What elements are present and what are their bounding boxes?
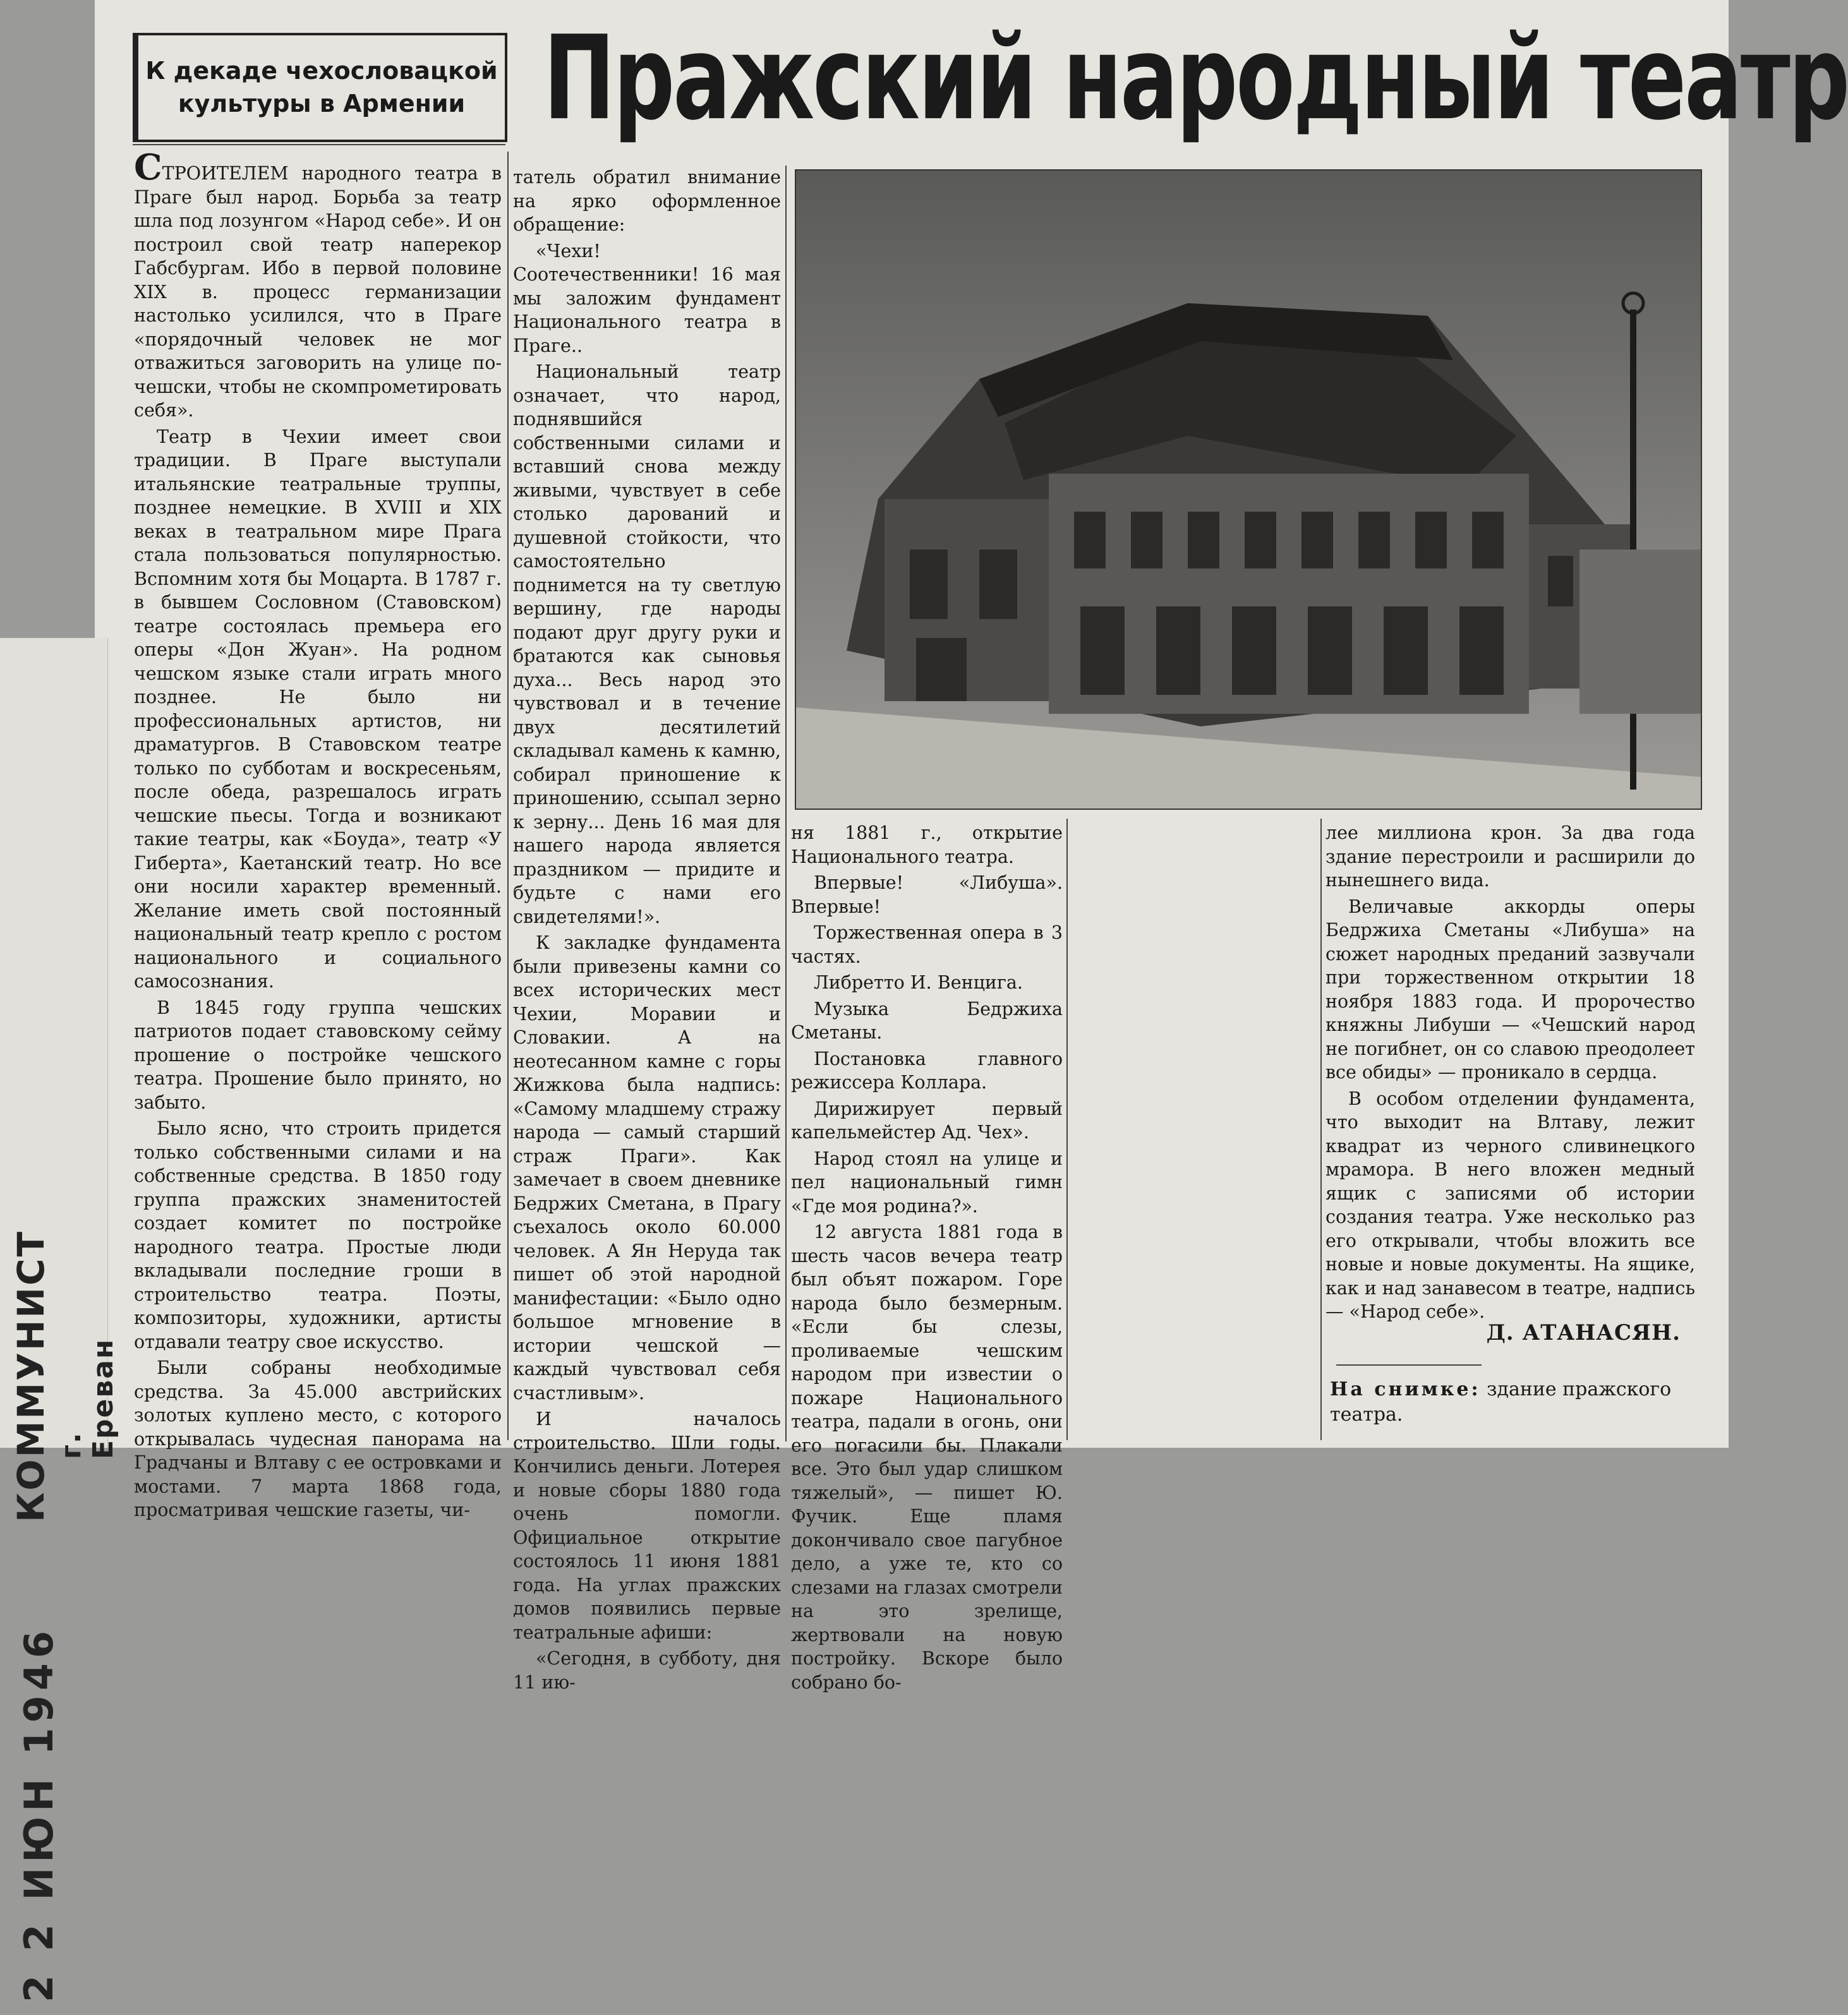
paragraph: Были собраны необходимые средства. За 45.000 австрийских золотых куплено место, с которого открывалась чудесная панорама на Градчаны и Влтаву с ее островками и мостами. 7 марта 1868 года, просматривая чешские газеты, чи-	[134, 1357, 502, 1520]
paragraph: лее миллиона крон. За два года здание перестроили и расширили до нынешнего вида.	[1326, 822, 1695, 891]
archive-stub	[0, 638, 119, 2002]
column-rule-1	[507, 152, 509, 1440]
rubric-box	[133, 33, 507, 142]
paragraph: татель обратил внимание на ярко оформленное обращение:	[513, 167, 781, 235]
paragraph: «Чехи! Соотечественники! 16 мая мы заложим фундамент Национального театра в Праге..	[513, 240, 781, 356]
paragraph: Либретто И. Венцига.	[814, 972, 1023, 993]
paragraph: В 1845 году группа чешских патриотов подает ставовскому сейму прошение о постройке чешского театра. Прошение было принято, но забыто.	[134, 997, 502, 1113]
stub-label	[9, 1229, 119, 2015]
theatre-building-illustration	[796, 171, 1701, 809]
stub-city: г. Ереван	[55, 1338, 119, 1459]
article-column-3	[791, 821, 1063, 1693]
paragraph: 12 августа 1881 года в шесть часов вечера театр был объят пожаром. Горе народа было безмерным. «Если бы слезы, проливаемые чешским народом при известии о пожаре Национального театра, падали в огонь, они его погасили бы. Плакали все. Это был удар слишком тяжелый», — пишет Ю. Фучик. Еще пламя докончивало свое пагубное дело, а уже те, кто со слезами на глазах смотрели на это зрелище, жертвовали на новую постройку. Вскоре было собрано бо-	[791, 1222, 1063, 1693]
paragraph: В особом отделении фундамента, что выходит на Влтаву, лежит квадрат из черного сливинецкого мрамора. В него вложен медный ящик с записями об истории создания театра. Уже несколько раз его открывали, чтобы вложить все новые и новые документы. На ящике, как и над занавесом в театре, надпись — «Народ себе».	[1326, 1088, 1695, 1322]
rubric-line-1: К декаде чехословацкой	[145, 57, 498, 85]
theatre-photo	[795, 169, 1702, 810]
paragraph: Национальный театр означает, что народ, поднявшийся собственными силами и вставший снова между живыми, чувствует в себе столько дарований и душевной стойкости, что самостоятельно поднимется на ту светлую вершину, где народы подают друг другу руки и братаются как сыновья духа... Весь народ это чувствовал и в течение двух десятилетий складывал камень к камню, собирал приношение к приношению, ссыпал зерно к зерну... День 16 мая для нашего народа является праздником — придите и будьте с нами его свидетелями!».	[513, 361, 781, 927]
article-column-2	[513, 165, 781, 1693]
paragraph: Величавые аккорды оперы Бедржиха Сметаны «Либуша» на сюжет народных преданий зазвучали при торжественном открытии 18 ноября 1883 года. И пророчество княжны Либуши — «Чешский народ не погибнет, он со славою преодолеет все обиды» — проникало в сердца.	[1326, 896, 1695, 1083]
article-column-4	[1326, 821, 1695, 1322]
paragraph: Театр в Чехии имеет свои традиции. В Праге выступали итальянские театральные труппы, позднее немецкие. В XVIII и XIX веках в театральном мире Прага стала пользоваться популярностью. Вспомним хотя бы Моцарта. В 1787 г. в бывшем Сословном (Ставовском) театре состоялась премьера его оперы «Дон Жуан». На родном чешском языке стали играть много позднее. Не было ни профессиональных артистов, ни драматургов. В Ставовском театре только по субботам и воскресеньям, после обеда, разрешалось играть чешские пьесы. Тогда и возникают такие театры, как «Боуда», театр «У Гиберта», Каетанский театр. Но все они носили характер временный. Желание иметь свой постоянный национальный театр крепло с ростом национального и социального самосознания.	[134, 426, 502, 992]
caption-text: здание пражского театра.	[1330, 1378, 1672, 1426]
paragraph: Торжественная опера в 3 частях.	[791, 922, 1063, 967]
column-rule-4	[1320, 819, 1322, 1440]
column-rule-2	[785, 165, 787, 1441]
paragraph: Постановка главного режиссера Коллара.	[791, 1048, 1063, 1093]
paragraph: Дирижирует первый капельмейстер Ад. Чех».	[791, 1098, 1063, 1143]
caption-label: На снимке:	[1330, 1378, 1481, 1400]
stub-paper-name: КОММУНИСТ	[9, 1229, 52, 1522]
photo-caption	[1330, 1377, 1684, 1428]
column-rule-3	[1066, 819, 1068, 1440]
paragraph: И началось строительство. Шли годы. Кончились деньги. Лотерея и новые сборы 1880 года очень помогли. Официальное открытие состоялось 11 июня 1881 года. На углах пражских домов появились первые театральные афиши:	[513, 1409, 781, 1643]
paragraph: Впервые! «Либуша». Впервые!	[791, 872, 1063, 917]
paragraph: Было ясно, что строить придется только собственными силами и на собственные средства. В 1850 году группа пражских знаменитостей создает комитет по постройке народного театра. Простые люди вкладывали последние гроши в строительство театра. Поэты, композиторы, художники, артисты отдавали театру свое искусство.	[134, 1118, 502, 1352]
caption-rule	[1336, 1364, 1482, 1366]
article-column-4a	[1072, 821, 1316, 1440]
paragraph: Народ стоял на улице и пел национальный гимн «Где моя родина?».	[791, 1148, 1063, 1217]
paragraph: Музыка Бедржиха Сметаны.	[791, 998, 1063, 1043]
rule-under-rubric	[133, 144, 505, 145]
rubric-line-2: культуры в Армении	[178, 89, 466, 117]
article-column-1	[134, 147, 502, 1520]
stub-date: 2 2 ИЮН 1946	[16, 1625, 62, 2002]
paragraph: ня 1881 г., открытие Национального театра.	[791, 822, 1063, 867]
drop-cap: С	[134, 147, 162, 188]
headline: Пражский народный театр	[543, 11, 1848, 147]
paragraph: К закладке фундамента были привезены камни со всех исторических мест Чехии, Моравии и Словакии. А на неотесанном камне с горы Жижкова была надпись: «Самому младшему стражу народа — самый старший страж Праги». Как замечает в своем дневнике Бедржих Сметана, в Прагу съехалось около 60.000 человек. А Ян Неруда так пишет об этой народной манифестации: «Было одно большое мгновение в истории чешской — каждый чувствовал себя счастливым».	[513, 932, 781, 1404]
paragraph: «Сегодня, в субботу, дня 11 ию-	[513, 1648, 781, 1693]
paragraph: СТРОИТЕЛЕМ народного театра в Праге был народ. Борьба за театр шла под лозунгом «Народ себе». И он построил свой театр наперекор Габсбургам. Ибо в первой половине XIX в. процесс германизации настолько усилился, что в Праге «порядочный человек не мог отважиться заговорить на улице по-чешски, чтобы не скомпрометировать себя».	[134, 147, 502, 421]
author-signature: Д. АТАНАСЯН.	[1486, 1320, 1681, 1345]
